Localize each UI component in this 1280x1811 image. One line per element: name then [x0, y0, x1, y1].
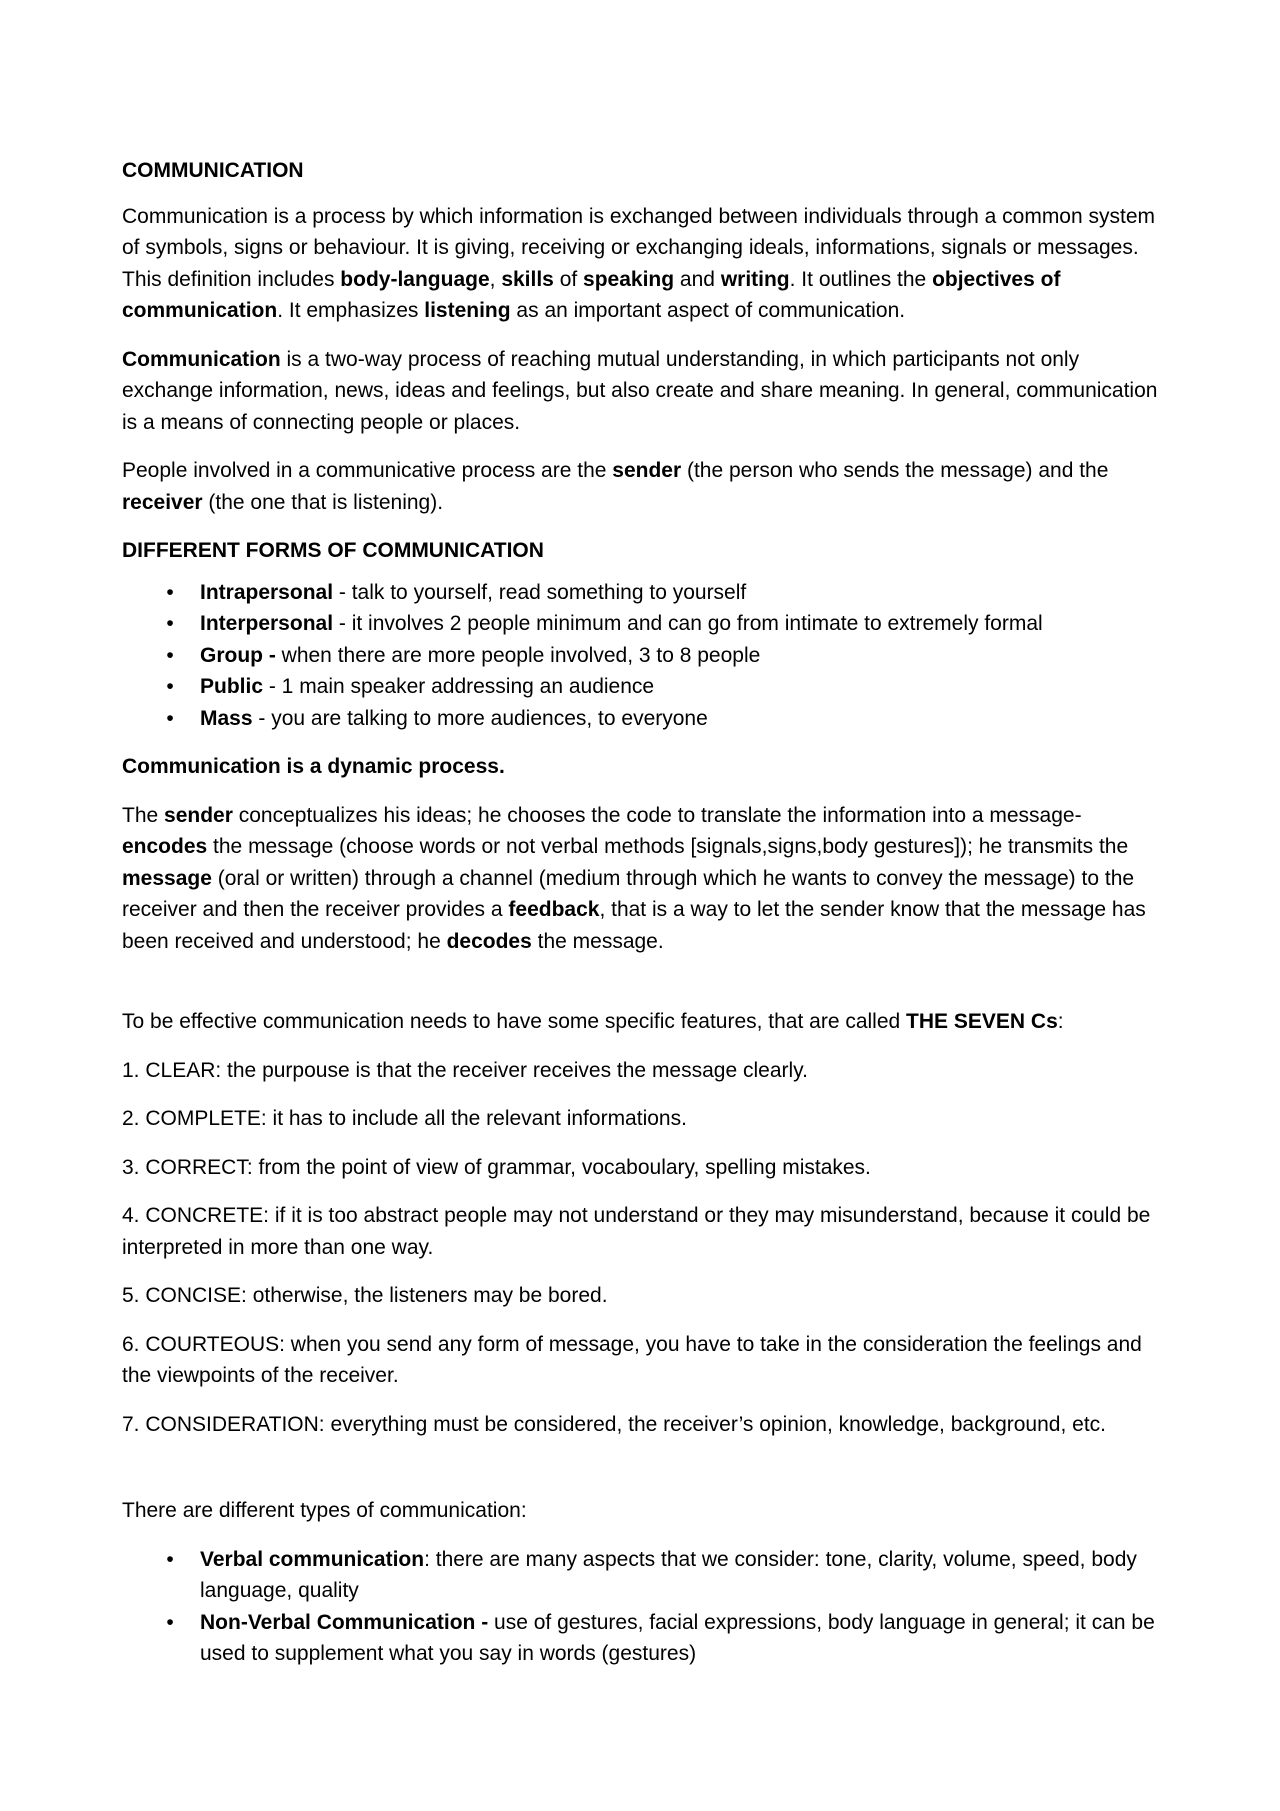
text-run: - 1 main speaker addressing an audience — [263, 675, 655, 698]
text-run: (the person who sends the message) and the — [681, 459, 1109, 482]
paragraph-sender-receiver — [122, 455, 1172, 518]
text-run: as an important aspect of communication. — [510, 299, 906, 322]
text-run: : there are many aspects that we consider: tone, clarity, volume, speed, body language, quality — [200, 1547, 1137, 1602]
bold-text: sender — [164, 803, 233, 827]
text-run: is a two-way process of reaching mutual understanding, in which participants not only exchange information, news, ideas and feelings, but also create and share meaning. In general, communication is a means of connecting people or places. — [122, 347, 1158, 434]
text-run: Communication is a process by which information is exchanged between individuals through a common system of symbols, signs or behaviour. It is giving, receiving or exchanging ideals, informations, signals or messages. This definition includes — [122, 204, 1156, 291]
text-run: (the one that is listening). — [202, 490, 444, 514]
text-run: . It outlines the — [789, 267, 933, 291]
list-item — [122, 577, 1172, 609]
bold-text: skills — [501, 267, 554, 291]
bold-text: feedback — [508, 898, 600, 921]
bold-text: Group - — [200, 643, 276, 667]
paragraph-dynamic-process — [122, 800, 1172, 958]
bold-text: THE SEVEN Cs — [906, 1010, 1058, 1033]
bold-text: Intrapersonal — [200, 580, 334, 604]
bold-text: message — [122, 866, 212, 890]
bold-text: listening — [424, 299, 511, 322]
bold-text: speaking — [583, 267, 675, 291]
seven-cs-item: 4. CONCRETE: if it is too abstract people may not understand or they may misunderstand, because it could be interpreted in more than one way. — [122, 1204, 1151, 1259]
bullet-icon: • — [166, 612, 174, 635]
seven-cs-item: 6. COURTEOUS: when you send any form of message, you have to take in the consideration the feelings and the viewpoints of the receiver. — [122, 1332, 1142, 1387]
bold-text: receiver — [122, 490, 203, 514]
bold-text: Mass — [200, 706, 253, 730]
bold-text: writing — [720, 267, 790, 291]
text-run: when there are more people involved, 3 to 8 people — [275, 643, 761, 667]
seven-cs-item: 7. CONSIDERATION: everything must be considered, the receiver’s opinion, knowledge, background, etc. — [122, 1412, 1106, 1436]
seven-cs-item: 1. CLEAR: the purpouse is that the receiver receives the message clearly. — [122, 1058, 808, 1082]
bold-text: decodes — [446, 929, 532, 953]
text-run: - talk to yourself, read something to yourself — [333, 580, 747, 604]
text-run: conceptualizes his ideas; he chooses the code to translate the information into a message- — [232, 803, 1082, 827]
seven-cs-list — [122, 1055, 1172, 1441]
list-item — [122, 640, 1172, 672]
text-run: - you are talking to more audiences, to everyone — [252, 706, 708, 730]
bold-text: Interpersonal — [200, 612, 334, 635]
bold-text: body-language — [340, 267, 490, 291]
document-title: COMMUNICATION — [122, 159, 304, 182]
bullet-icon: • — [166, 675, 174, 698]
bullet-icon: • — [166, 580, 174, 604]
bold-text: Communication — [122, 347, 281, 371]
text-run: People involved in a communicative process are the — [122, 459, 613, 482]
text-run: . It emphasizes — [277, 299, 425, 322]
text-run: - it involves 2 people minimum and can go from intimate to extremely formal — [333, 612, 1043, 635]
bullet-icon: • — [166, 1547, 174, 1571]
text-run: of — [553, 267, 584, 291]
list-item — [122, 1544, 1172, 1607]
list-item — [122, 703, 1172, 735]
section-heading-forms: DIFFERENT FORMS OF COMMUNICATION — [122, 539, 544, 562]
spacer — [122, 974, 1172, 1006]
paragraph-definition — [122, 201, 1172, 327]
list-item — [122, 671, 1172, 703]
text-run: use of gestures, facial expressions, body language in general; it can be used to supplement what you say in words (gestures) — [200, 1610, 1155, 1665]
text-run: The — [122, 803, 165, 827]
paragraph-seven-cs-intro — [122, 1006, 1172, 1038]
seven-cs-item: 5. CONCISE: otherwise, the listeners may be bored. — [122, 1284, 608, 1307]
seven-cs-item: 2. COMPLETE: it has to include all the relevant informations. — [122, 1107, 687, 1130]
text-run: the message (choose words or not verbal methods [signals,signs,body gestures]); he transmits the — [207, 835, 1129, 858]
types-list — [122, 1544, 1172, 1670]
list-item — [122, 608, 1172, 640]
text-run: , — [489, 267, 502, 291]
text-run: , that is a way to let the sender know that the message has been received and understood; he — [122, 898, 1146, 953]
bold-text: Public — [200, 675, 264, 698]
list-item — [122, 1607, 1172, 1670]
paragraph-types-intro: There are different types of communication: — [122, 1499, 527, 1522]
text-run: and — [674, 267, 721, 291]
bullet-icon: • — [166, 643, 174, 667]
text-run: (oral or written) through a channel (medium through which he wants to convey the message) to the receiver and then the receiver provides a — [122, 866, 1135, 921]
forms-list — [122, 577, 1172, 735]
bold-text: Verbal communication — [200, 1547, 425, 1571]
section-heading-dynamic: Communication is a dynamic process. — [122, 755, 505, 778]
bold-text: objectives of communication — [122, 267, 1061, 322]
bold-text: sender — [612, 459, 682, 482]
bullet-icon: • — [166, 1610, 174, 1634]
text-run: the message. — [531, 929, 664, 953]
text-run: To be effective communication needs to have some specific features, that are called — [122, 1010, 907, 1033]
seven-cs-item: 3. CORRECT: from the point of view of grammar, vocaboulary, spelling mistakes. — [122, 1155, 871, 1179]
text-run: : — [1057, 1010, 1064, 1033]
document-page — [122, 155, 1172, 1687]
bold-text: Non-Verbal Communication - — [200, 1610, 489, 1634]
bullet-icon: • — [166, 706, 174, 730]
spacer — [122, 1457, 1172, 1495]
bold-text: encodes — [122, 835, 208, 858]
paragraph-two-way-process — [122, 344, 1172, 439]
